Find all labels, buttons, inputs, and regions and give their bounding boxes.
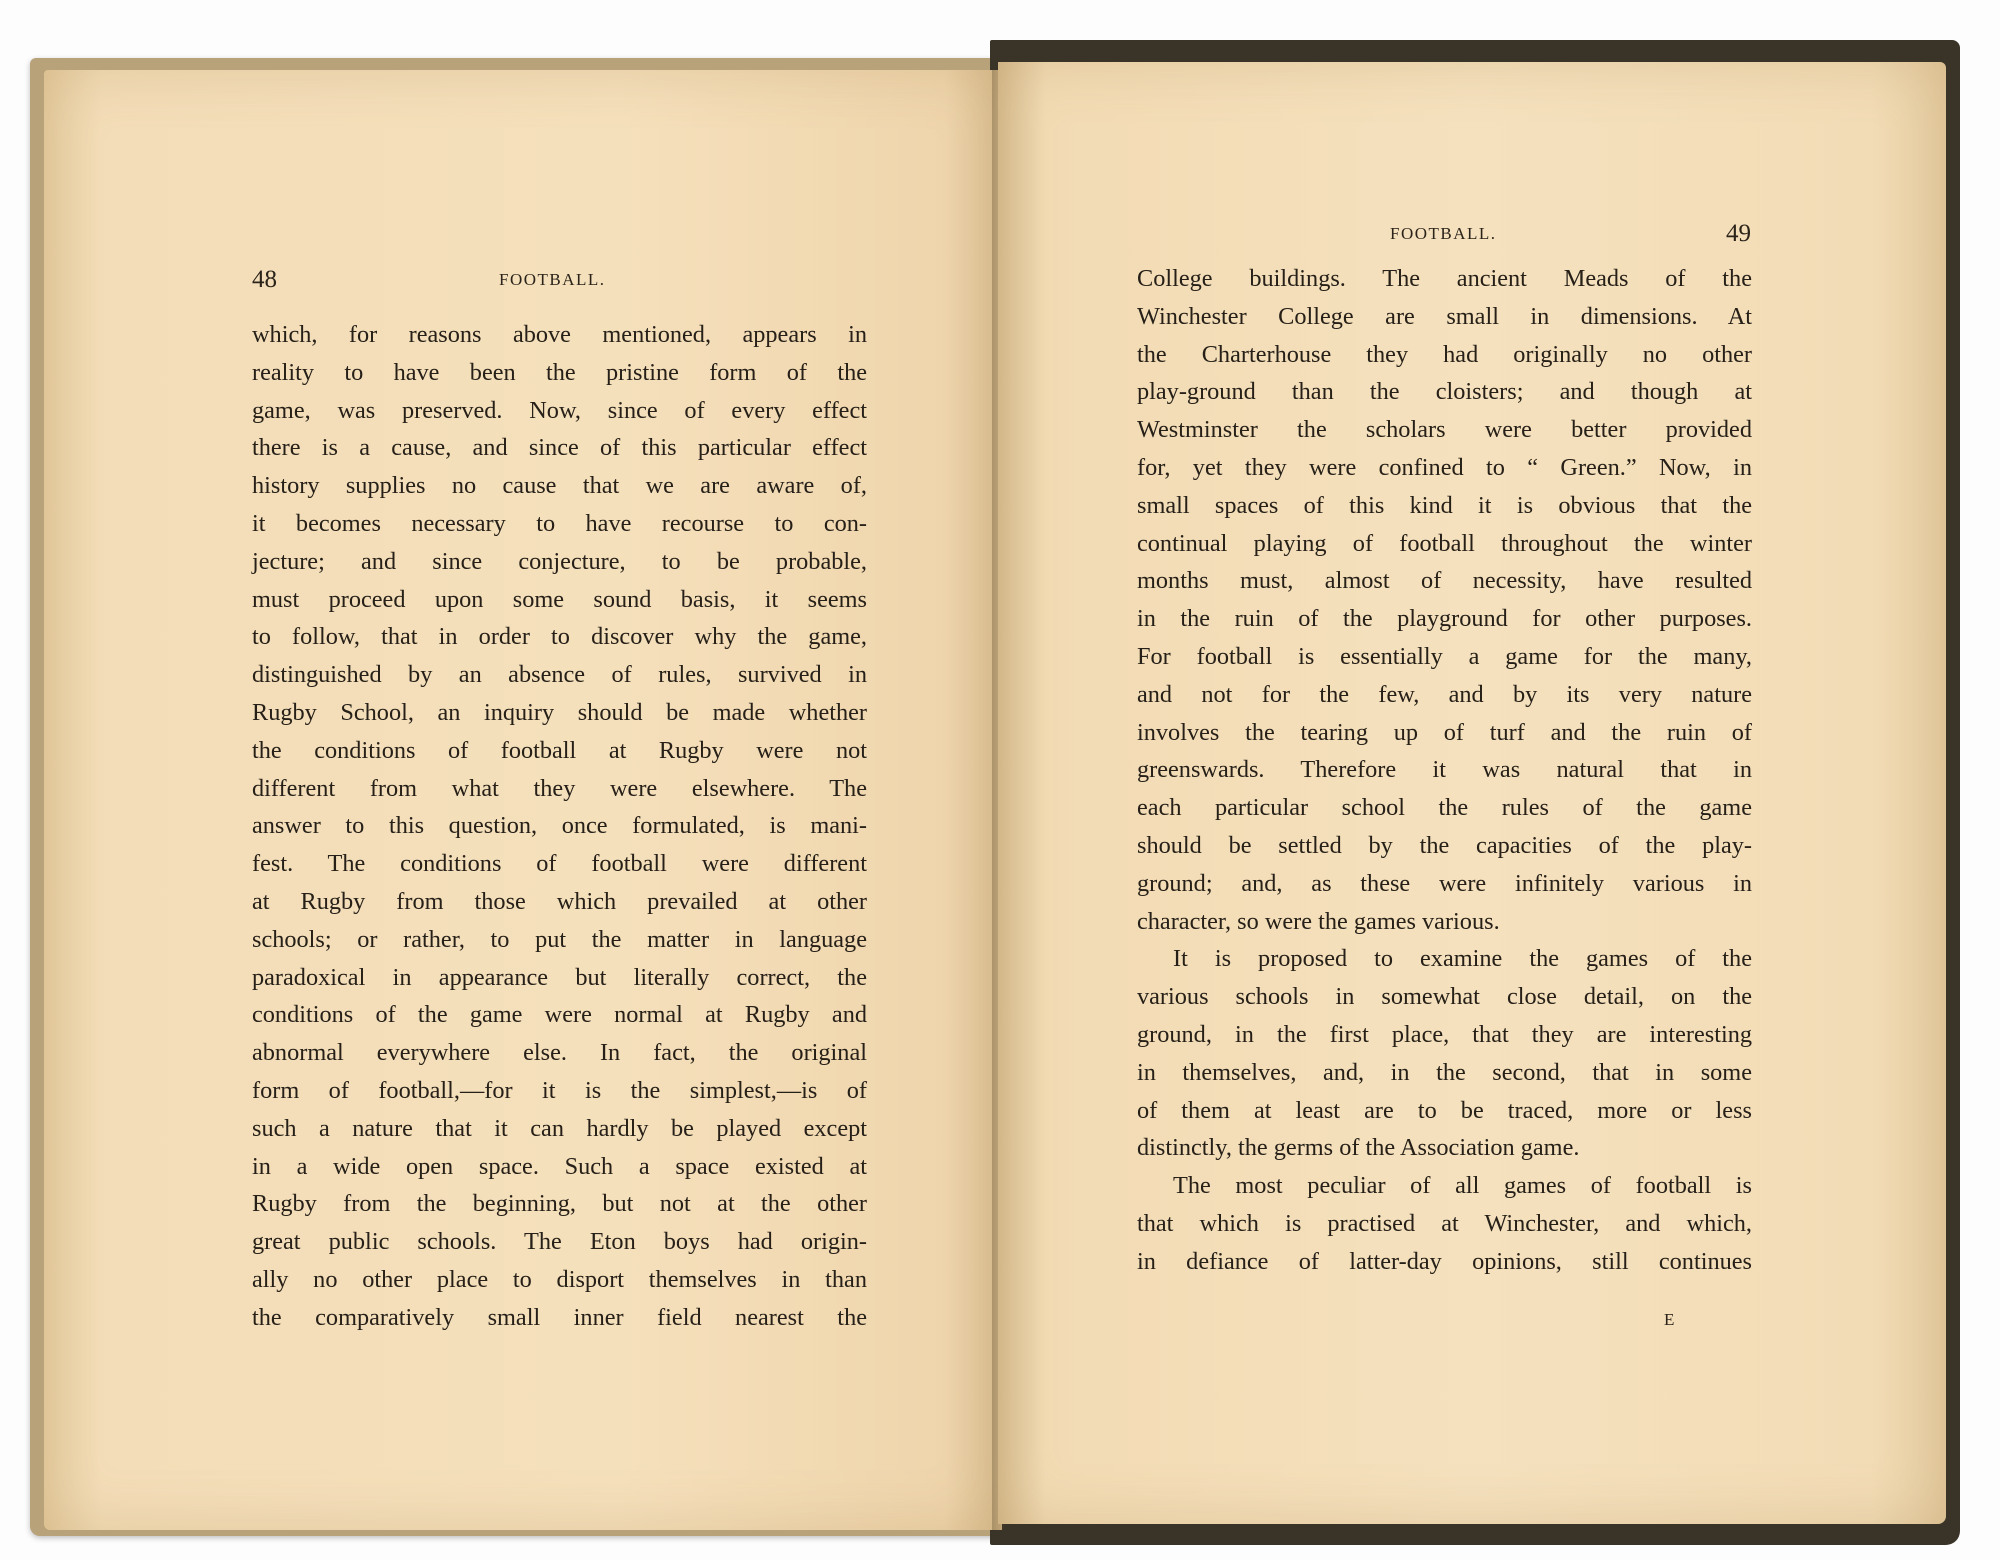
text-line: Rugby School, an inquiry should be made whether [252, 698, 867, 726]
text-line: that which is practised at Winchester, and which, [1137, 1209, 1752, 1237]
text-line: ground; and, as these were infinitely various in [1137, 869, 1752, 897]
text-line: ally no other place to disport themselves in than [252, 1265, 867, 1293]
text-line: there is a cause, and since of this particular effect [252, 434, 867, 462]
text-line: to follow, that in order to discover why the game, [252, 623, 867, 651]
text-line: and not for the few, and by its very nature [1137, 680, 1752, 708]
text-line: It is proposed to examine the games of the [1173, 945, 1752, 973]
text-line: each particular school the rules of the game [1137, 794, 1752, 822]
text-line: small spaces of this kind it is obvious that the [1137, 491, 1752, 519]
text-line: College buildings. The ancient Meads of the [1137, 265, 1752, 292]
text-line: abnormal everywhere else. In fact, the original [252, 1039, 867, 1067]
text-line: different from what they were elsewhere. The [252, 774, 867, 802]
signature-mark: E [1664, 1310, 1676, 1329]
text-line: reality to have been the pristine form of the [252, 358, 867, 386]
text-line: play-ground than the cloisters; and though at [1137, 378, 1752, 406]
text-line: the comparatively small inner field nearest the [252, 1303, 867, 1331]
text-line: for, yet they were confined to “ Green.” Now, in [1137, 453, 1752, 481]
text-line: which, for reasons above mentioned, appears in [252, 321, 867, 348]
text-line: conditions of the game were normal at Rugby and [252, 1001, 867, 1029]
text-line: character, so were the games various. [1137, 907, 1500, 935]
text-line: Winchester College are small in dimensions. At [1137, 302, 1752, 330]
text-line: jecture; and since conjecture, to be probable, [252, 547, 867, 575]
right-page [998, 62, 1946, 1524]
text-line: the Charterhouse they had originally no other [1137, 340, 1752, 368]
text-line: must proceed upon some sound basis, it seems [252, 585, 867, 613]
text-line: in defiance of latter-day opinions, still continues [1137, 1247, 1752, 1275]
text-line: it becomes necessary to have recourse to con- [252, 509, 867, 537]
text-line: greenswards. Therefore it was natural that in [1137, 756, 1752, 784]
text-line: various schools in somewhat close detail, on the [1137, 983, 1752, 1011]
text-line: distinctly, the germs of the Association game. [1137, 1134, 1580, 1162]
text-line: involves the tearing up of turf and the ruin of [1137, 718, 1752, 746]
right-page-body [1137, 260, 1752, 1281]
text-line: great public schools. The Eton boys had origin- [252, 1228, 867, 1256]
text-line: distinguished by an absence of rules, survived in [252, 661, 867, 689]
text-line: paradoxical in appearance but literally correct, the [252, 963, 867, 991]
text-line: in the ruin of the playground for other purposes. [1137, 605, 1752, 633]
text-line: should be settled by the capacities of the play- [1137, 831, 1752, 859]
left-page [44, 70, 1002, 1530]
text-line: the conditions of football at Rugby were not [252, 736, 867, 764]
text-line: Rugby from the beginning, but not at the other [252, 1190, 867, 1218]
text-line: months must, almost of necessity, have resulted [1137, 567, 1752, 595]
right-running-head: FOOTBALL. [1390, 224, 1497, 243]
text-line: For football is essentially a game for the many, [1137, 642, 1752, 670]
text-line: Westminster the scholars were better provided [1137, 416, 1752, 444]
text-line: at Rugby from those which prevailed at other [252, 887, 867, 915]
left-running-head: FOOTBALL. [499, 270, 606, 289]
left-page-number: 48 [252, 266, 277, 293]
open-book [30, 40, 1960, 1545]
text-line: history supplies no cause that we are aware of, [252, 472, 867, 500]
text-line: such a nature that it can hardly be played except [252, 1114, 867, 1142]
left-page-body [252, 316, 867, 1337]
text-line: fest. The conditions of football were different [252, 850, 867, 878]
text-line: The most peculiar of all games of football is [1173, 1172, 1752, 1200]
text-line: continual playing of football throughout the winter [1137, 529, 1752, 557]
text-line: in a wide open space. Such a space existed at [252, 1152, 867, 1180]
text-line: form of football,—for it is the simplest,—is of [252, 1076, 867, 1104]
right-page-number: 49 [1726, 220, 1751, 247]
text-line: in themselves, and, in the second, that in some [1137, 1058, 1752, 1086]
text-line: schools; or rather, to put the matter in language [252, 925, 867, 953]
text-line: of them at least are to be traced, more or less [1137, 1096, 1752, 1124]
text-line: game, was preserved. Now, since of every effect [252, 396, 867, 424]
text-line: ground, in the first place, that they are interesting [1137, 1020, 1752, 1048]
text-line: answer to this question, once formulated, is mani- [252, 812, 867, 840]
